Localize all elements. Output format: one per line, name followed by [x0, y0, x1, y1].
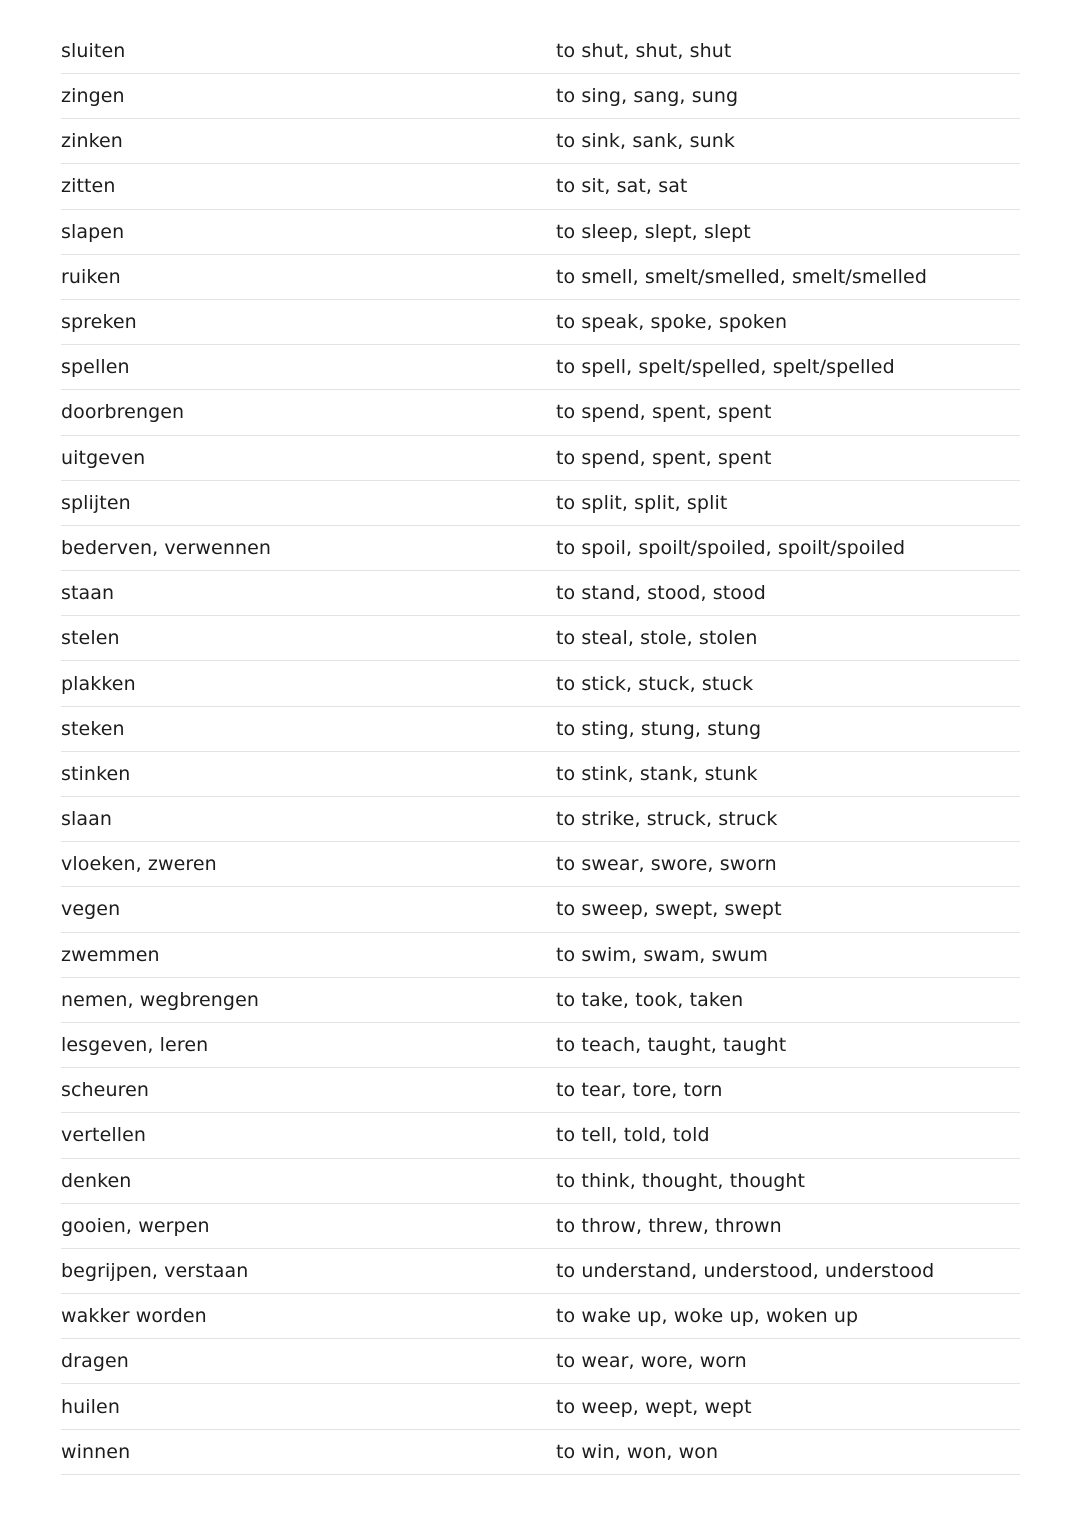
english-verb-forms-cell: to sink, sank, sunk [556, 130, 735, 153]
dutch-verb-cell: staan [61, 582, 115, 605]
table-row [61, 300, 1020, 345]
english-verb-forms-cell: to weep, wept, wept [556, 1395, 752, 1418]
dutch-verb-cell: vloeken, zweren [61, 853, 217, 876]
english-verb-forms-cell: to sit, sat, sat [556, 175, 688, 198]
dutch-verb-cell: zitten [61, 175, 116, 198]
dutch-verb-cell: wakker worden [61, 1305, 207, 1328]
table-row [61, 887, 1020, 932]
table-row [61, 1159, 1020, 1204]
table-row [61, 752, 1020, 797]
table-row [61, 28, 1020, 74]
english-verb-forms-cell: to stand, stood, stood [556, 582, 766, 605]
dutch-verb-cell: zinken [61, 130, 123, 153]
dutch-verb-cell: vegen [61, 898, 121, 921]
dutch-verb-cell: stelen [61, 627, 120, 650]
english-verb-forms-cell: to shut, shut, shut [556, 39, 732, 62]
dutch-verb-cell: dragen [61, 1350, 129, 1373]
table-row [61, 210, 1020, 255]
dutch-verb-cell: splijten [61, 491, 131, 514]
table-row [61, 164, 1020, 209]
english-verb-forms-cell: to stick, stuck, stuck [556, 672, 754, 695]
dutch-verb-cell: ruiken [61, 265, 121, 288]
english-verb-forms-cell: to spend, spent, spent [556, 401, 772, 424]
english-verb-forms-cell: to steal, stole, stolen [556, 627, 758, 650]
table-row [61, 436, 1020, 481]
english-verb-forms-cell: to sweep, swept, swept [556, 898, 782, 921]
dutch-verb-cell: bederven, verwennen [61, 536, 272, 559]
table-row [61, 616, 1020, 661]
english-verb-forms-cell: to swear, swore, sworn [556, 853, 777, 876]
dutch-verb-cell: doorbrengen [61, 401, 185, 424]
dutch-verb-cell: scheuren [61, 1079, 150, 1102]
english-verb-forms-cell: to sleep, slept, slept [556, 220, 751, 243]
table-row [61, 978, 1020, 1023]
dutch-verb-cell: nemen, wegbrengen [61, 988, 260, 1011]
table-row [61, 1023, 1020, 1068]
dutch-verb-cell: winnen [61, 1440, 131, 1463]
dutch-verb-cell: sluiten [61, 39, 126, 62]
dutch-verb-cell: vertellen [61, 1124, 147, 1147]
dutch-verb-cell: lesgeven, leren [61, 1034, 209, 1057]
english-verb-forms-cell: to smell, smelt/smelled, smelt/smelled [556, 265, 927, 288]
dutch-verb-cell: zwemmen [61, 943, 160, 966]
table-row [61, 842, 1020, 887]
table-row [61, 526, 1020, 571]
table-row [61, 933, 1020, 978]
table-row [61, 119, 1020, 164]
english-verb-forms-cell: to strike, struck, struck [556, 808, 778, 831]
vocabulary-table [61, 28, 1020, 1475]
english-verb-forms-cell: to sting, stung, stung [556, 717, 762, 740]
dutch-verb-cell: plakken [61, 672, 136, 695]
english-verb-forms-cell: to teach, taught, taught [556, 1034, 787, 1057]
table-row [61, 1384, 1020, 1429]
english-verb-forms-cell: to tear, tore, torn [556, 1079, 723, 1102]
english-verb-forms-cell: to sing, sang, sung [556, 85, 739, 108]
dutch-verb-cell: gooien, werpen [61, 1214, 210, 1237]
english-verb-forms-cell: to stink, stank, stunk [556, 762, 758, 785]
dutch-verb-cell: spreken [61, 311, 137, 334]
table-row [61, 1430, 1020, 1475]
english-verb-forms-cell: to split, split, split [556, 491, 728, 514]
table-row [61, 1204, 1020, 1249]
table-row [61, 1294, 1020, 1339]
table-row [61, 797, 1020, 842]
dutch-verb-cell: slapen [61, 220, 125, 243]
english-verb-forms-cell: to spend, spent, spent [556, 446, 772, 469]
table-row [61, 481, 1020, 526]
english-verb-forms-cell: to take, took, taken [556, 988, 744, 1011]
english-verb-forms-cell: to tell, told, told [556, 1124, 710, 1147]
table-row [61, 1249, 1020, 1294]
dutch-verb-cell: begrijpen, verstaan [61, 1259, 249, 1282]
dutch-verb-cell: huilen [61, 1395, 120, 1418]
dutch-verb-cell: denken [61, 1169, 132, 1192]
table-row [61, 255, 1020, 300]
dutch-verb-cell: spellen [61, 356, 130, 379]
dutch-verb-cell: steken [61, 717, 125, 740]
table-row [61, 1068, 1020, 1113]
dutch-verb-cell: slaan [61, 808, 113, 831]
english-verb-forms-cell: to wear, wore, worn [556, 1350, 747, 1373]
table-row [61, 707, 1020, 752]
dutch-verb-cell: stinken [61, 762, 131, 785]
english-verb-forms-cell: to think, thought, thought [556, 1169, 806, 1192]
english-verb-forms-cell: to swim, swam, swum [556, 943, 768, 966]
table-row [61, 1113, 1020, 1158]
dutch-verb-cell: zingen [61, 85, 125, 108]
table-row [61, 571, 1020, 616]
english-verb-forms-cell: to speak, spoke, spoken [556, 311, 788, 334]
table-row [61, 390, 1020, 435]
english-verb-forms-cell: to spell, spelt/spelled, spelt/spelled [556, 356, 895, 379]
english-verb-forms-cell: to wake up, woke up, woken up [556, 1305, 859, 1328]
table-row [61, 661, 1020, 706]
english-verb-forms-cell: to win, won, won [556, 1440, 719, 1463]
english-verb-forms-cell: to understand, understood, understood [556, 1259, 935, 1282]
dutch-verb-cell: uitgeven [61, 446, 146, 469]
table-row [61, 74, 1020, 119]
english-verb-forms-cell: to spoil, spoilt/spoiled, spoilt/spoiled [556, 536, 906, 559]
english-verb-forms-cell: to throw, threw, thrown [556, 1214, 782, 1237]
table-row [61, 345, 1020, 390]
table-row [61, 1339, 1020, 1384]
